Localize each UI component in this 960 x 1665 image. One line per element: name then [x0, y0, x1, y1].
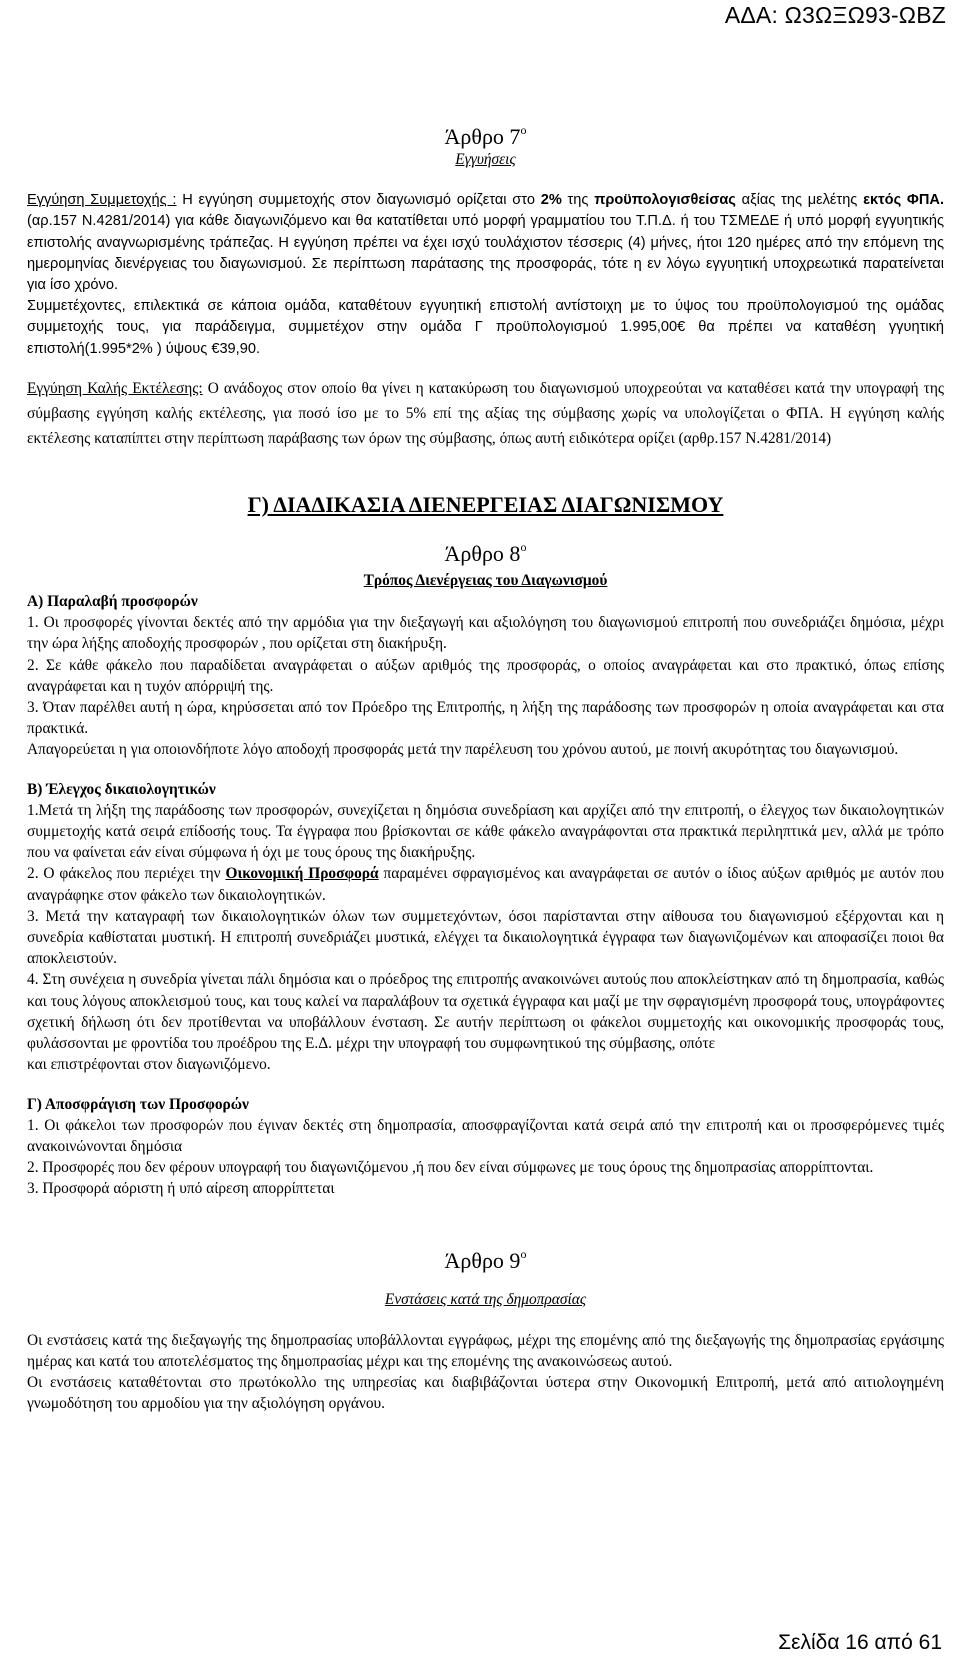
objections-paragraph-2: Οι ενστάσεις καταθέτονται στο πρωτόκολλο της υπηρεσίας και διαβιβάζονται ύστερα στην Οικονομική Επιτροπή, μετά από αιτιολογημένη γνωμοδότηση του αρμοδίου για την αξιολόγηση οργάνου.: [27, 1374, 944, 1413]
documents-item-1: 1.Μετά τη λήξη της παράδοσης των προσφορών, συνεχίζεται η δημόσια συνεδρίαση και αρχίζει από την επιτροπή, ο έλεγχος των δικαιολογητικών συμμετοχής κατά σειρά επίδοσής τους. Τα έγγραφα που βρίσκονται σε κάθε φάκελο αναγράφονται στα πρακτικά περιληπτικά μεν, αλλά με τρόπο που να φαίνεται εάν είναι σύμφωνα ή όχι με τους όρους της διακήρυξης.: [27, 801, 944, 862]
unsealing-item-1: 1. Οι φάκελοι των προσφορών που έγιναν δεκτές στη δημοπρασία, αποσφραγίζονται κατά σειρά από την επιτροπή και οι προσφερόμενες τιμές ανακοινώνονται δημόσια: [27, 1116, 944, 1155]
documents-check-heading: Β) Έλεγχος δικαιολογητικών: [27, 780, 216, 798]
document-body: [27, 116, 944, 1415]
documents-item-2: 2. Ο φάκελος που περιέχει την Οικονομική Προσφορά παραμένει σφραγισμένος και αναγράφεται σε αυτόν ο ίδιος αύξων αριθμός με αυτόν που αναγράφηκε στον φάκελο των δικαιολογητικών.: [27, 865, 945, 904]
receipt-item-3: 3. Όταν παρέλθει αυτή η ώρα, κηρύσσεται από τον Πρόεδρο της Επιτροπής, η λήξη της παράδοσης των προσφορών η οποία αναγράφεται και στα πρακτικά.: [27, 699, 944, 738]
documents-item-5: και επιστρέφονται στον διαγωνιζόμενο.: [27, 1056, 271, 1074]
objections-paragraph-1: Οι ενστάσεις κατά της διεξαγωγής της δημοπρασίας υποβάλλονται εγγράφως, μέχρι της επομένης από της διεξαγωγής της δημοπρασίας εργάσιμης ημέρας και κατά του αποτελέσματος της δημοπρασίας μέχρι και της επομένης της ανακοινώσεως αυτού.: [27, 1331, 944, 1370]
article-9-subtitle: Ενστάσεις κατά της δημοπρασίας: [384, 1290, 587, 1308]
receipt-item-1: 1. Οι προσφορές γίνονται δεκτές από την αρμόδια για την διεξαγωγή και αξιολόγηση του διαγωνισμού επιτροπή που συνεδριάζει δημόσια, μέχρι την ώρα λήξης αποδοχής προσφορών , που ορίζεται στη διακήρυξη.: [27, 614, 944, 653]
unsealing-item-2: 2. Προσφορές που δεν φέρουν υπογραφή του διαγωνιζόμενου ,ή που δεν είναι σύμφωνες με τους όρους της δημοπρασίας απορρίπτονται.: [27, 1159, 874, 1177]
receipt-item-4: Απαγορεύεται η για οποιονδήποτε λόγο αποδοχή προσφοράς μετά την παρέλευση του χρόνου αυτού, με ποινή ακυρότητας του διαγωνισμού.: [27, 741, 899, 759]
article-9-title: Άρθρο $9^o$: [444, 1246, 527, 1273]
ada-code: ΑΔΑ: Ω3ΩΞΩ93-ΩΒΖ: [724, 2, 946, 28]
documents-item-4: 4. Στη συνέχεια η συνεδρία γίνεται πάλι δημόσια και ο πρόεδρος της επιτροπής ανακοινώνει αυτούς που αποκλείστηκαν από τη δημοπρασία, καθώς και τους λόγους αποκλεισμού τους, και τους καλεί να παραλάβουν τα σχετικά έγγραφα και μαζί με την σφραγισμένη προσφορά τους, υπογράφοντες σχετική δήλωση ότι δεν προτίθενται να υποβάλλουν ένσταση. Σε αυτήν περίπτωση οι φάκελοι συμμετοχής και οικονομικής προσφοράς τους, φυλάσσονται με φροντίδα του προέδρου της Ε.Δ. μέχρι την υπογραφή του συμφωνητικού της σύμβασης, οπότε: [27, 971, 944, 1053]
section-g-heading: Γ) ΔΙΑΔΙΚΑΣΙΑ ΔΙΕΝΕΡΓΕΙΑΣ ΔΙΑΓΩΝΙΣΜΟΥ: [247, 491, 724, 517]
receipt-item-2: 2. Σε κάθε φάκελο που παραδίδεται αναγράφεται ο αύξων αριθμός της προσφοράς, ο οποίος αναγράφεται και στο πρακτικό, όπως επίσης αναγράφεται και η τυχόν απόρριψή της.: [27, 656, 944, 695]
group-participation-paragraph: Συμμετέχοντες, επιλεκτικά σε κάποια ομάδα, καταθέτουν εγγυητική επιστολή αντίστοιχη με το ύψος του προϋπολογισμού της ομάδας συμμετοχής τους, για παράδειγμα, συμμετέχον στην ομάδα Γ προϋπολογισμού 1.995,00€ θα πρέπει να καταθέση γγυητική επιστολή(1.995*2% ) ύψους €39,90.: [27, 298, 944, 357]
article-7-subtitle: Εγγυήσεις: [455, 151, 516, 168]
documents-item-3: 3. Μετά την καταγραφή των δικαιολογητικών όλων των συμμετεχόντων, όσοι παρίστανται στην αίθουσα του διαγωνισμού εξέρχονται και η συνεδρία καθίσταται μυστική. Η επιτροπή συνεδριάζει μυστικά, ελέγχει τα δικαιολογητικά έγγραφα των διαγωνιζομένων και αποφασίζει ποιοι θα αποκλειστούν.: [27, 907, 944, 968]
guarantee-participation-paragraph: Εγγύηση Συμμετοχής : Η εγγύηση συμμετοχής στον διαγωνισμό ορίζεται στο 2% της προϋπολογισθείσας αξίας της μελέτης εκτός ΦΠΑ. (αρ.157 Ν.4281/2014) για κάθε διαγωνιζόμενο και θα κατατίθεται υπό μορφή γραμματίου του Τ.Π.Δ. ή του ΤΣΜΕΔΕ ή υπό μορφή εγγυητικής επιστολής αναγνωρισμένης τράπεζας. Η εγγύηση πρέπει να έχει ισχύ τουλάχιστον τέσσερις (4) μήνες, ήτοι 120 ημέρες από την επόμενη της ημερομηνίας διενέργειας του διαγωνισμού. Σε περίπτωση παράτασης της προσφοράς, τότε η εν λόγω εγγυητική υποχρεωτικά παρατείνεται για ίσο χρόνο.: [27, 192, 945, 294]
article-8-title: Άρθρο $8^o$: [444, 539, 527, 566]
unsealing-item-3: 3. Προσφορά αόριστη ή υπό αίρεση απορρίπτεται: [27, 1180, 335, 1198]
good-performance-paragraph: Εγγύηση Καλής Εκτέλεσης: Ο ανάδοχος στον οποίο θα γίνει η κατακύρωση του διαγωνισμού υποχρεούται να καταθέσει κατά την υπογραφή της σύμβασης εγγύηση καλής εκτέλεσης, για ποσό ίσο με το 5% επί της αξίας της σύμβασης χωρίς να υπολογίζεται ο ΦΠΑ. Η εγγύηση καλής εκτέλεσης καταπίπτει στην περίπτωση παράβασης των όρων της σύμβασης, όπως αυτή ειδικότερα ορίζει (αρθρ.157 Ν.4281/2014): [27, 379, 944, 447]
page-number: Σελίδα 16 από 61: [778, 1631, 942, 1654]
receipt-of-offers-heading: Α) Παραλαβή προσφορών: [27, 593, 198, 611]
article-8-subtitle: Τρόπος Διενέργειας του Διαγωνισμού: [363, 571, 608, 589]
unsealing-heading: Γ) Αποσφράγιση των Προσφορών: [27, 1095, 249, 1113]
article-7-title: Άρθρο $7^o$: [444, 123, 527, 149]
